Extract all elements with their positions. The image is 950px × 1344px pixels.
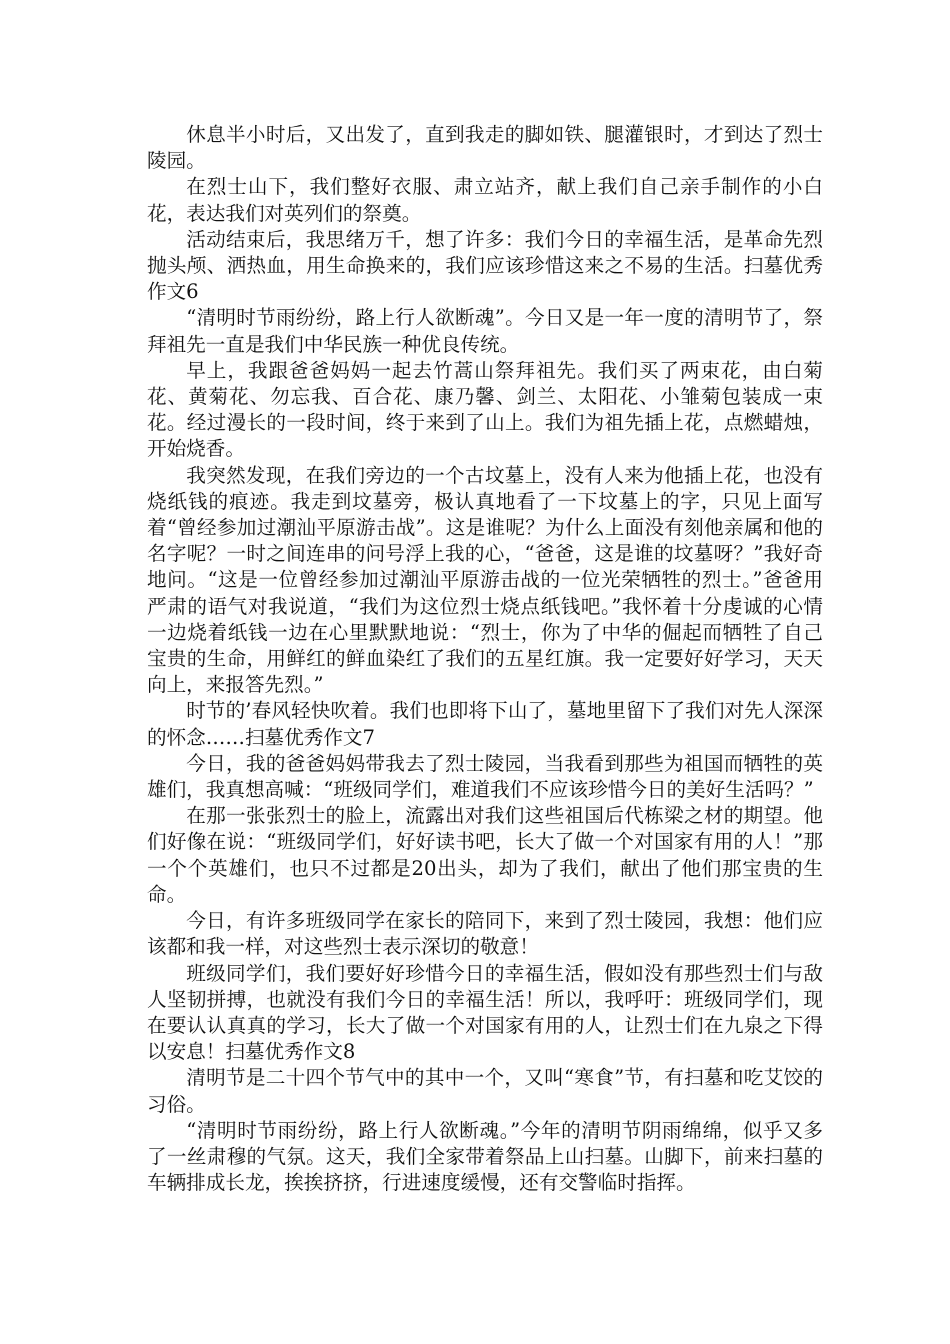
paragraph: “清明时节雨纷纷，路上行人欲断魂”。今日又是一年一度的清明节了，祭拜祖先一直是我们中华民族一种优良传统。 xyxy=(147,306,823,356)
paragraph: 在烈士山下，我们整好衣服、肃立站齐，献上我们自己亲手制作的小白花，表达我们对英列们的祭奠。 xyxy=(147,175,823,225)
paragraph: 早上，我跟爸爸妈妈一起去竹蒿山祭拜祖先。我们买了两束花，由白菊花、黄菊花、勿忘我、百合花、康乃馨、剑兰、太阳花、小雏菊包装成一束花。经过漫长的一段时间，终于来到了山上。我们为祖先插上花，点燃蜡烛，开始烧香。 xyxy=(147,358,823,461)
paragraph: 今日，我的爸爸妈妈带我去了烈士陵园，当我看到那些为祖国而牺牲的英雄们，我真想高喊：“班级同学们，难道我们不应该珍惜今日的美好生活吗？” xyxy=(147,751,823,802)
paragraph: “清明时节雨纷纷，路上行人欲断魂。”今年的清明节阴雨绵绵，似乎又多了一丝肃穆的气氛。这天，我们全家带着祭品上山扫墓。山脚下，前来扫墓的车辆排成长龙，挨挨挤挤，行进速度缓慢，还有交警临时指挥。 xyxy=(147,1118,823,1195)
paragraph: 休息半小时后，又出发了，直到我走的脚如铁、腿灌银时，才到达了烈士陵园。 xyxy=(147,123,823,173)
paragraph: 在那一张张烈士的脸上，流露出对我们这些祖国后代栋梁之材的期望。他们好像在说：“班级同学们，好好读书吧，长大了做一个对国家有用的人！”那一个个英雄们，也只不过都是20出头，却为了我们，献出了他们那宝贵的生命。 xyxy=(147,804,823,906)
paragraph: 今日，有许多班级同学在家长的陪同下，来到了烈士陵园，我想：他们应该都和我一样，对这些烈士表示深切的敬意！ xyxy=(147,909,823,959)
paragraph: 时节的’春风轻快吹着。我们也即将下山了，墓地里留下了我们对先人深深的怀念……扫墓优秀作文7 xyxy=(147,699,823,749)
paragraph: 活动结束后，我思绪万千，想了许多：我们今日的幸福生活，是革命先烈抛头颅、洒热血，用生命换来的，我们应该珍惜这来之不易的生活。扫墓优秀作文6 xyxy=(147,227,823,304)
document-body xyxy=(147,122,823,1196)
paragraph: 清明节是二十四个节气中的其中一个，又叫“寒食”节，有扫墓和吃艾饺的习俗。 xyxy=(147,1066,823,1116)
paragraph: 我突然发现，在我们旁边的一个古坟墓上，没有人来为他插上花，也没有烧纸钱的痕迹。我走到坟墓旁，极认真地看了一下坟墓上的字，只见上面写着“曾经参加过潮汕平原游击战”。这是谁呢？为什么上面没有刻他亲属和他的名字呢？一时之间连串的问号浮上我的心，“爸爸，这是谁的坟墓呀？”我好奇地问。“这是一位曾经参加过潮汕平原游击战的一位光荣牺牲的烈士。”爸爸用严肃的语气对我说道，“我们为这位烈士烧点纸钱吧。”我怀着十分虔诚的心情一边烧着纸钱一边在心里默默地说：“烈士，你为了中华的倔起而牺牲了自己宝贵的生命，用鲜红的鲜血染红了我们的五星红旗。我一定要好好学习，天天向上，来报答先烈。” xyxy=(147,463,823,697)
paragraph: 班级同学们，我们要好好珍惜今日的幸福生活，假如没有那些烈士们与敌人坚韧拼搏，也就没有我们今日的幸福生活！所以，我呼吁：班级同学们，现在要认认真真的学习，长大了做一个对国家有用的人，让烈士们在九泉之下得以安息！扫墓优秀作文8 xyxy=(147,961,823,1064)
